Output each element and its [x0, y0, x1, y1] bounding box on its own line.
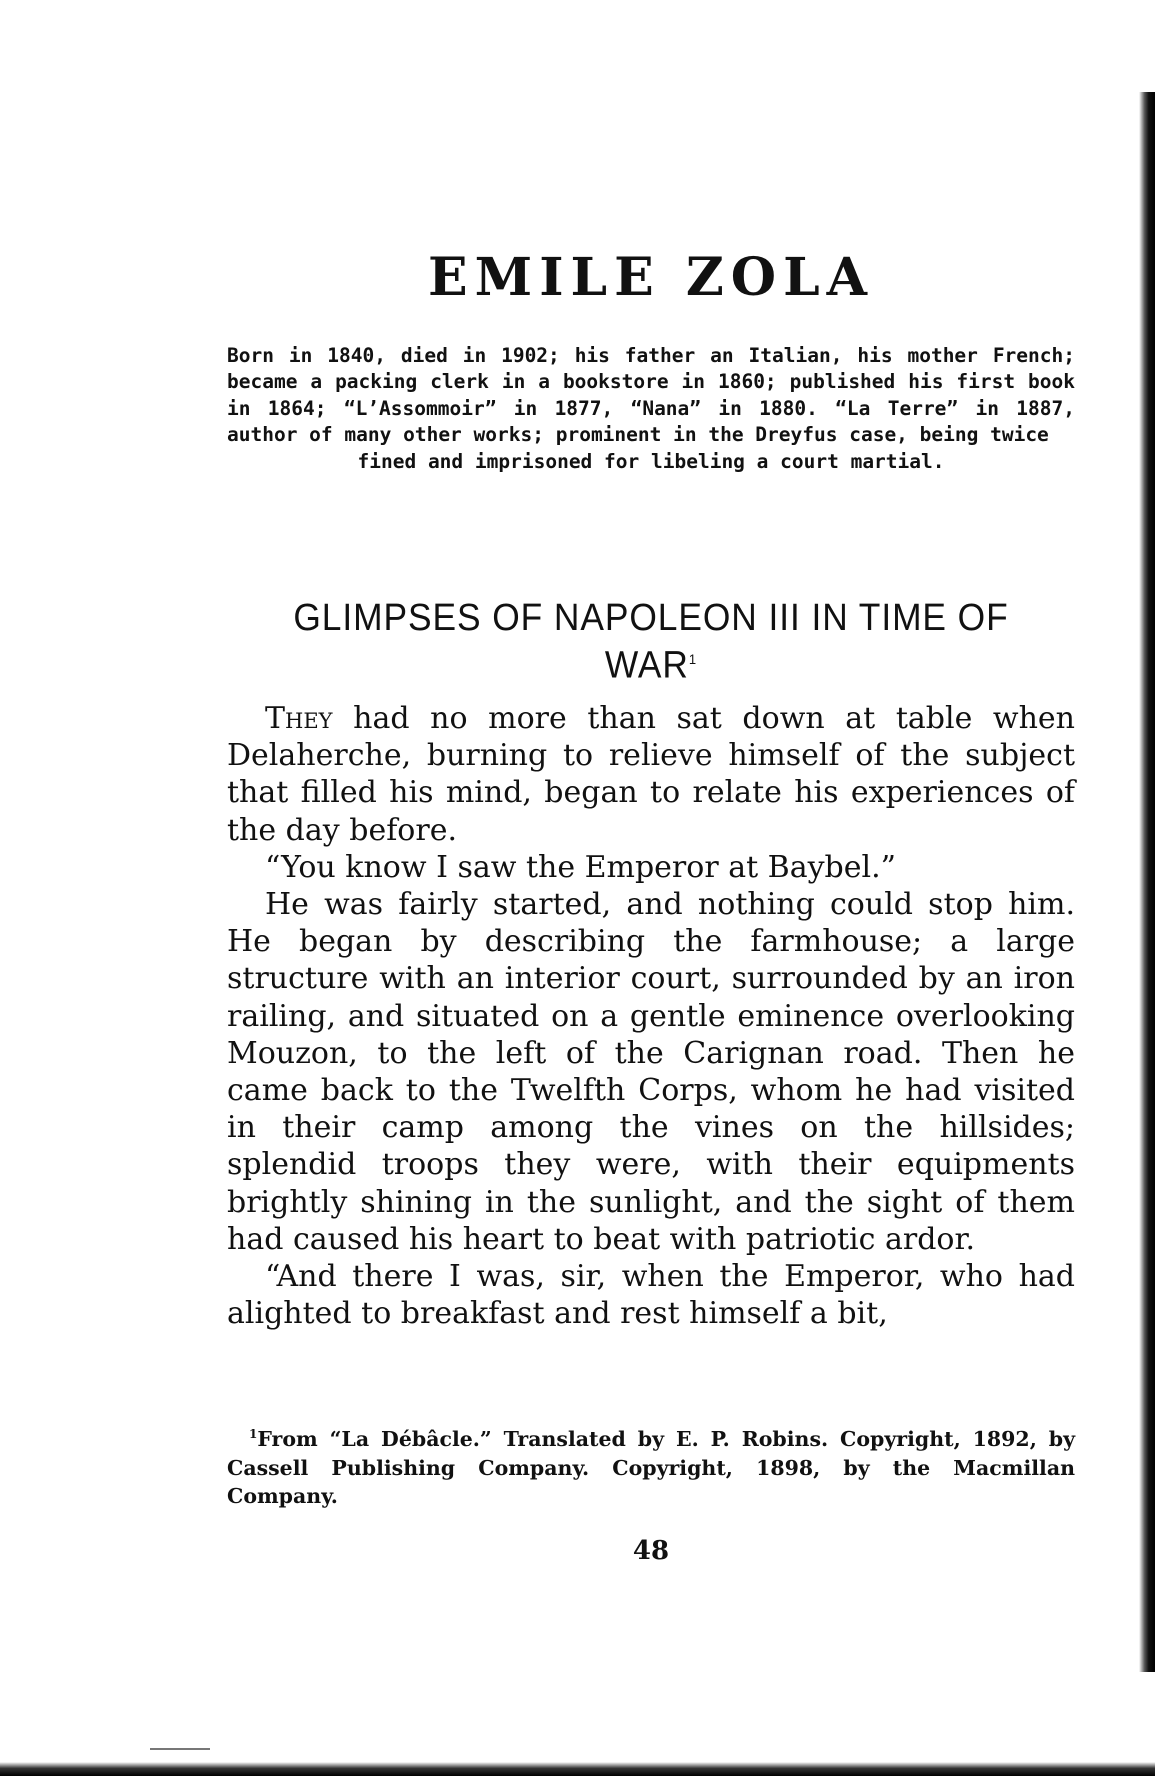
- paragraph: He was fairly started, and nothing could stop him. He began by describing the farmhouse; a large structure with an interior court, surrounded by an iron railing, and situated on a gentle eminence overlooking Mouzon, to the left of the Carignan road. Then he came back to the Twelfth Corps, whom he had visited in their camp among the vines on the hillsides; splendid troops they were, with their equipments brightly shining in the sunlight, and the sight of them had caused his heart to beat with patriotic ardor.: [227, 887, 1075, 1257]
- author-bio: [227, 343, 1075, 475]
- lead-word: They: [265, 701, 333, 736]
- scan-mark: [150, 1748, 210, 1750]
- paragraph: “You know I saw the Emperor at Baybel.”: [265, 849, 896, 885]
- page-bottom-edge: [0, 1762, 1155, 1776]
- footnote-marker: 1: [249, 1427, 258, 1441]
- author-name: EMILE ZOLA: [428, 247, 874, 308]
- paragraph-text: had no more than sat down at table when Delaherche, burning to relieve himself of the subject that filled his mind, began to relate his experiences of the day before.: [227, 701, 1075, 848]
- page-number: 48: [632, 1536, 670, 1566]
- section-title: [257, 598, 1046, 687]
- section-title-text: GLIMPSES OF NAPOLEON III IN TIME OF WAR: [293, 597, 1009, 687]
- page-binding-edge: [1139, 92, 1155, 1672]
- footnote-text: [227, 1420, 1075, 1511]
- paragraph: [227, 700, 1075, 849]
- author-bio-text: Born in 1840, died in 1902; his father an Italian, his mother French; became a packing clerk in a bookstore in 1860; published his first book in 1864; “L’Assommoir” in 1877, “Nana” in 1880. “La Terre” in 1887, author of many other works; prominent in the Dreyfus case, being twice: [227, 344, 1075, 447]
- footnote: [227, 1420, 1075, 1511]
- author-bio-last-line: fined and imprisoned for libeling a court martial.: [357, 449, 945, 473]
- footnote-reference: 1: [688, 651, 698, 667]
- footnote-content: From “La Débâcle.” Translated by E. P. Robins. Copyright, 1892, by Cassell Publishing Company. Copyright, 1898, by the Macmillan Company.: [227, 1426, 1075, 1509]
- body-text: [227, 700, 1075, 1332]
- paragraph: “And there I was, sir, when the Emperor, who had alighted to breakfast and rest himself a bit,: [227, 1259, 1075, 1332]
